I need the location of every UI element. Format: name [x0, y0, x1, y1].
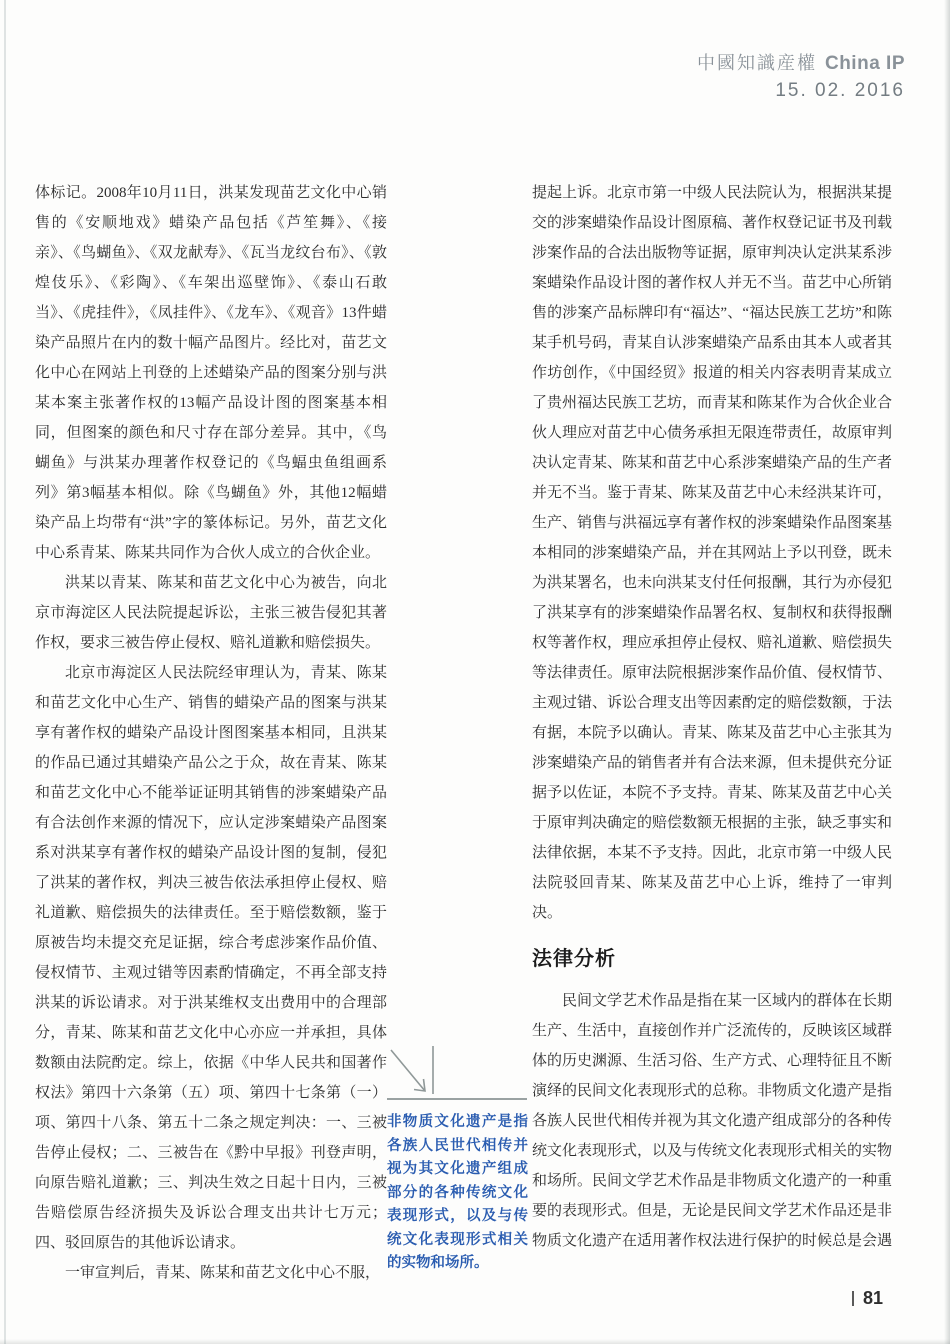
sidebar-callout — [387, 1046, 528, 1276]
right-column — [532, 178, 892, 1256]
left-paragraph-2: 洪某以青某、陈某和苗艺文化中心为被告，向北京市海淀区人民法院提起诉讼，主张三被告侵犯其著作权，要求三被告停止侵权、赔礼道歉和赔偿损失。 — [35, 575, 387, 651]
left-paragraph-3: 北京市海淀区人民法院经审理认为，青某、陈某和苗艺文化中心生产、销售的蜡染产品的图案与洪某享有著作权的蜡染产品设计图图案基本相同，且洪某的作品已通过其蜡染产品公之于众，故在青某、陈某和苗艺文化中心不能举证证明其销售的涉案蜡染产品有合法创作来源的情况下，应认定涉案蜡染产品图案系对洪某享有著作权的蜡染产品设计图的复制，侵犯了洪某的著作权，判决三被告依法承担停止侵权、赔礼道歉、赔偿损失的法律责任。至于赔偿数额，鉴于原被告均未提交充足证据，综合考虑涉案作品价值、侵权情节、主观过错等因素酌情确定，不再全部支持洪某的诉讼请求。对于洪某维权支出费用中的合理部分，青某、陈某和苗艺文化中心亦应一并承担，具体数额由法院酌定。综上，依据《中华人民共和国著作权法》第四十六条第（五）项、第四十七条第（一）项、第四十八条、第五十二条之规定判决：一、三被告停止侵权；二、三被告在《黔中早报》刊登声明，向原告赔礼道歉；三、判决生效之日起十日内，三被告赔偿原告经济损失及诉讼合理支出共计七万元；四、驳回原告的其他诉讼请求。 — [35, 665, 387, 1251]
masthead-latin-title: China IP — [824, 53, 905, 74]
left-paragraph-1: 体标记。2008年10月11日，洪某发现苗艺文化中心销售的《安顺地戏》蜡染产品包括《芦笙舞》、《接亲》、《鸟蝴鱼》、《双龙献寿》、《瓦当龙纹台布》、《敦煌伎乐》、《彩陶》、《车架出巡壁饰》、《泰山石敢当》、《虎挂件》，《凤挂件》、《龙车》、《观音》13件蜡染产品照片在内的数十幅产品图片。经比对，苗艺文化中心在网站上刊登的上述蜡染产品的图案分别与洪某本案主张著作权的13幅产品设计图的图案基本相同，但图案的颜色和尺寸存在部分差异。其中，《鸟蝴鱼》与洪某办理著作权登记的《鸟蝠虫鱼组画系列》第3幅基本相似。除《鸟蝴鱼》外，其他12幅蜡染产品上均带有“洪”字的篆体标记。另外，苗艺文化中心系青某、陈某共同作为合伙人成立的合伙企业。 — [35, 185, 387, 561]
callout-divider — [387, 1098, 527, 1100]
page-right-edge — [944, 0, 950, 1344]
right-paragraph-2: 民间文学艺术作品是指在某一区域内的群体在长期生产、生活中，直接创作并广泛流传的，反映该区域群体的历史渊源、生活习俗、生产方式、心理特征且不断演绎的民间文化表现形式的总称。非物质文化遗产是指各族人民世代相传并视为其文化遗产组成部分的各种传统文化表现形式，以及与传统文化表现形式相关的实物和场所。民间文学艺术作品是非物质文化遗产的一种重要的表现形式。但是，无论是民间文学艺术作品还是非物质文化遗产在适用著作权法进行保护的时候总是会遇 — [532, 993, 893, 1249]
right-paragraph-1: 提起上诉。北京市第一中级人民法院认为，根据洪某提交的涉案蜡染作品设计图原稿、著作权登记证书及刊载涉案作品的合法出版物等证据，原审判决认定洪某系涉案蜡染作品设计图的著作权人并无不当。苗艺中心所销售的涉案产品标牌印有“福达”、“福达民族工艺坊”和陈某手机号码，青某自认涉案蜡染产品系由其本人或者其作坊创作，《中国经贸》报道的相关内容表明青某成立了贵州福达民族工艺坊，而青某和陈某作为合伙企业合伙人理应对苗艺中心债务承担无限连带责任，故原审判决认定青某、陈某和苗艺中心系涉案蜡染产品的生产者并无不当。鉴于青某、陈某及苗艺中心未经洪某许可，生产、销售与洪福远享有著作权的涉案蜡染作品图案基本相同的涉案蜡染产品，并在其网站上予以刊登，既未为洪某署名，也未向洪某支付任何报酬，其行为亦侵犯了洪某享有的涉案蜡染作品署名权、复制权和获得报酬权等著作权，理应承担停止侵权、赔礼道歉、赔偿损失等法律责任。原审法院根据涉案作品价值、侵权情节、主观过错、诉讼合理支出等因素酌定的赔偿数额，于法有据，本院予以确认。青某、陈某及苗艺中心主张其为涉案蜡染产品的销售者并有合法来源，但未提供充分证据予以佐证，本院不予支持。青某、陈某及苗艺中心关于原审判决确定的赔偿数额无根据的主张，缺乏事实和法律依据，本某不予支持。因此，北京市第一中级人民法院驳回青某、陈某及苗艺中心上诉，维持了一审判决。 — [532, 185, 893, 921]
masthead-title — [697, 52, 905, 75]
callout-text: 非物质文化遗产是指各族人民世代相传并视为其文化遗产组成部分的各种传统文化表现形式，以及与传统文化表现形式相关的实物和场所。 — [387, 1114, 528, 1271]
masthead — [697, 52, 905, 102]
left-column — [35, 178, 387, 1288]
masthead-date: 15. 02. 2016 — [775, 80, 905, 101]
page-number-value: 81 — [863, 1288, 884, 1308]
arrow-down-right-icon — [388, 1046, 434, 1096]
page-left-edge — [4, 0, 6, 1344]
section-heading-legal-analysis: 法律分析 — [532, 948, 616, 970]
page-bottom-edge — [0, 1339, 950, 1344]
page-number-bar — [852, 1291, 854, 1306]
page-number — [852, 1288, 883, 1309]
left-paragraph-4: 一审宣判后，青某、陈某和苗艺文化中心不服， — [65, 1265, 381, 1281]
masthead-cjk-title: 中國知識産權 — [696, 53, 817, 73]
